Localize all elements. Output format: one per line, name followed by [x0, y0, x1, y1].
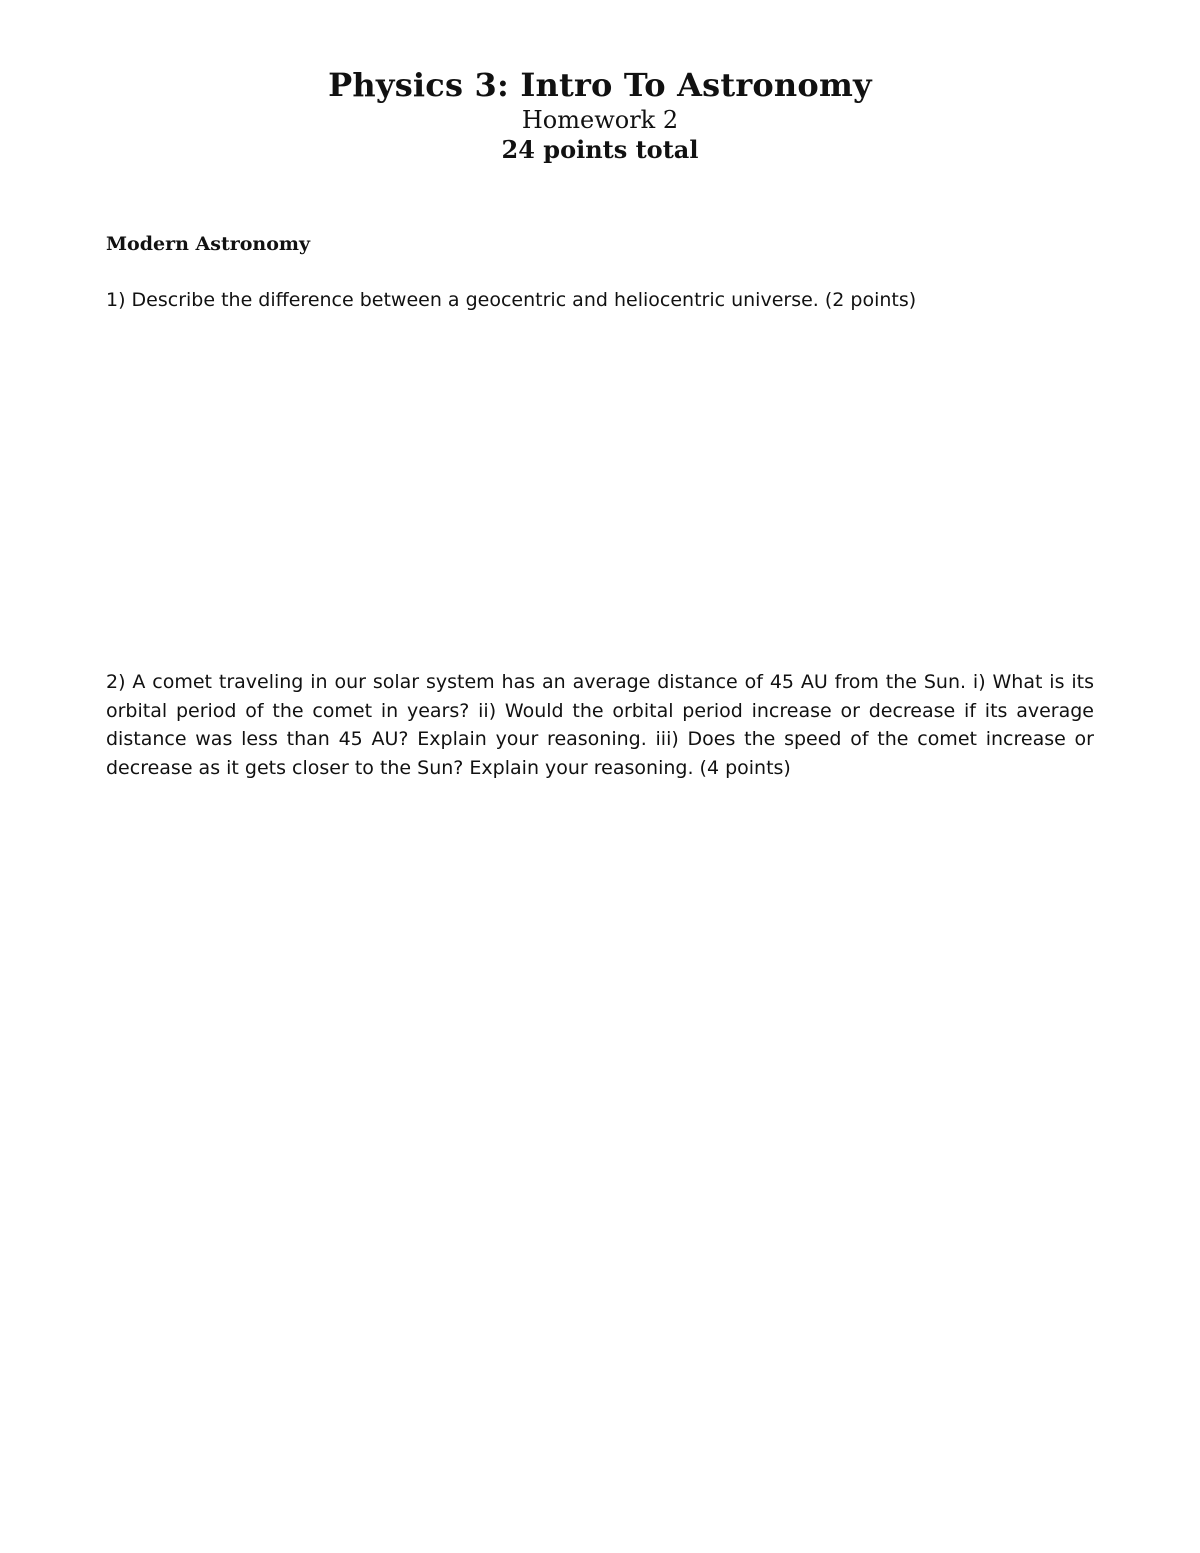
question-2: 2) A comet traveling in our solar system has an average distance of 45 AU from the Sun. i) What is its orbital period of the comet in years? ii) Would the orbital period increase or decrease if its average distance was less than 45 AU? Explain your reasoning. iii) Does the speed of the comet increase or decrease as it gets closer to the Sun? Explain your reasoning. (4 points) — [106, 671, 1094, 779]
answer-space-2 — [106, 790, 1094, 1490]
points-total: 24 points total — [501, 135, 699, 164]
answer-space-1 — [106, 320, 1094, 660]
document-header — [0, 64, 1200, 164]
section-heading: Modern Astronomy — [106, 233, 311, 255]
homework-number: Homework 2 — [521, 106, 679, 134]
document-title: Physics 3: Intro To Astronomy — [328, 66, 872, 104]
question-1: 1) Describe the difference between a geocentric and heliocentric universe. (2 points) — [106, 289, 917, 311]
